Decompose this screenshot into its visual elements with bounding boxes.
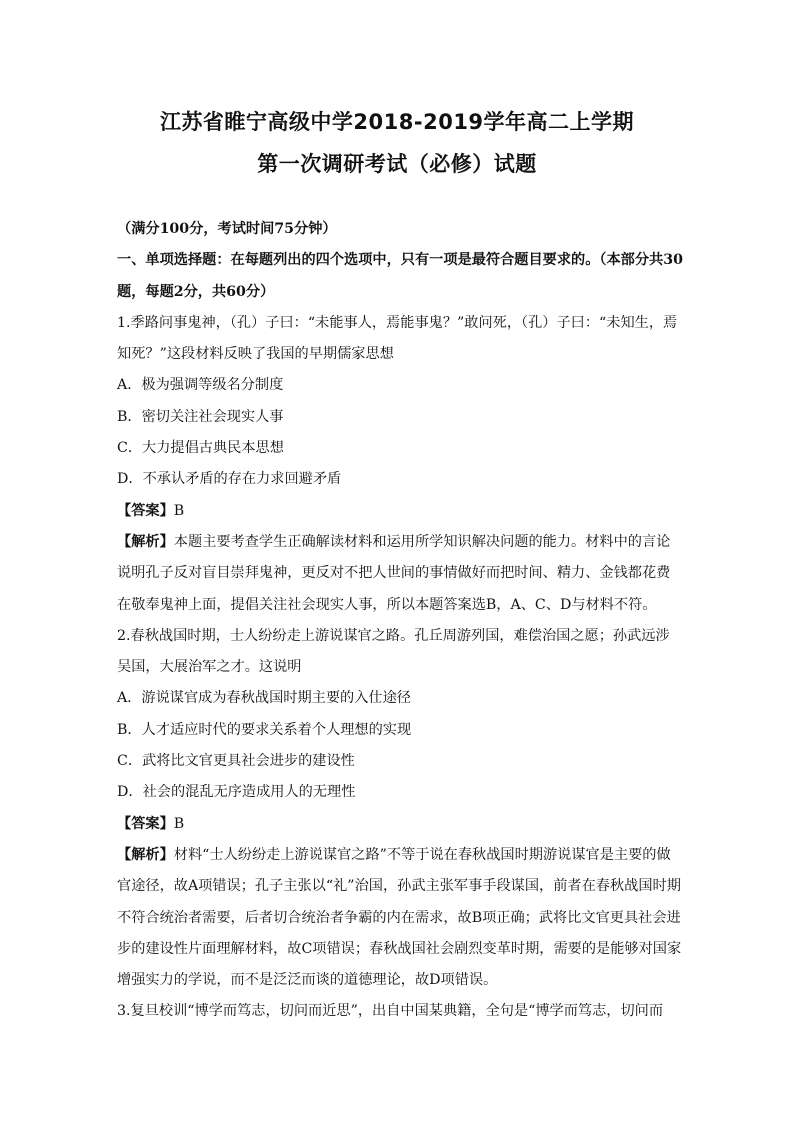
question-option: B．人才适应时代的要求关系着个人理想的实现 xyxy=(117,721,412,738)
answer-label: 【答案】 xyxy=(117,502,174,519)
question-option: A．极为强调等级名分制度 xyxy=(117,377,284,394)
analysis-text: 本题主要考查学生正确解读材料和运用所学知识解决问题的能力。材料中的言论说明孔子反对盲目崇拜鬼神，更反对不把人世间的事情做好而把时间、精力、金钱都花费在敬奉鬼神上面，提倡关注社会现实人事，所以本题答案选B，A、C、D与材料不符。 xyxy=(117,533,671,613)
question-option: C．大力提倡古典民本思想 xyxy=(117,440,284,457)
analysis-label: 【解析】 xyxy=(117,846,174,863)
answer-line xyxy=(117,496,683,527)
question-stem: 3.复旦校训“博学而笃志，切问而近思”，出自中国某典籍，全句是“博学而笃志，切问而 xyxy=(117,1003,664,1020)
exam-title-line2: 第一次调研考试（必修）试题 xyxy=(257,152,537,176)
exam-content xyxy=(117,214,683,1028)
question-option: A．游说谋官成为春秋战国时期主要的入仕途径 xyxy=(117,690,411,707)
analysis-text: 材料“士人纷纷走上游说谋官之路”不等于说在春秋战国时期游说谋官是主要的做官途径，故A项错误；孔子主张以“礼”治国，孙武主张军事手段谋国，前者在春秋战国时期不符合统治者需要，后者切合统治者争霸的内在需求，故B项正确；武将比文官更具社会进步的建设性片面理解材料，故C项错误；春秋战国社会剧烈变革时期，需要的是能够对国家增强实力的学说，而不是泛泛而谈的道德理论，故D项错误。 xyxy=(117,846,682,989)
question-option: C．武将比文官更具社会进步的建设性 xyxy=(117,753,355,770)
answer-value: B xyxy=(173,815,185,832)
analysis-label: 【解析】 xyxy=(117,533,174,550)
exam-title-line1: 江苏省睢宁高级中学2018-2019学年高二上学期 xyxy=(159,110,635,134)
answer-line xyxy=(117,809,683,840)
question-option: D．不承认矛盾的存在力求回避矛盾 xyxy=(117,471,342,488)
answer-label: 【答案】 xyxy=(117,815,174,832)
analysis-paragraph xyxy=(117,527,683,621)
section-heading: 一、单项选择题：在每题列出的四个选项中，只有一项是最符合题目要求的。（本部分共30题，每题2分，共60分） xyxy=(117,252,683,300)
answer-value: B xyxy=(173,502,185,519)
analysis-paragraph xyxy=(117,840,683,996)
question-stem: 2.春秋战国时期，士人纷纷走上游说谋官之路。孔丘周游列国，难偿治国之愿；孙武远涉吴国，大展治军之才。这说明 xyxy=(117,627,670,676)
question-stem: 1.季路问事鬼神，（孔）子曰：“未能事人，焉能事鬼？”敢问死，（孔）子曰：“未知生，焉知死？”这段材料反映了我国的早期儒家思想 xyxy=(117,314,678,363)
question-option: B．密切关注社会现实人事 xyxy=(117,408,284,425)
exam-info: （满分100分，考试时间75分钟） xyxy=(117,221,337,237)
question-option: D．社会的混乱无序造成用人的无理性 xyxy=(117,784,356,801)
